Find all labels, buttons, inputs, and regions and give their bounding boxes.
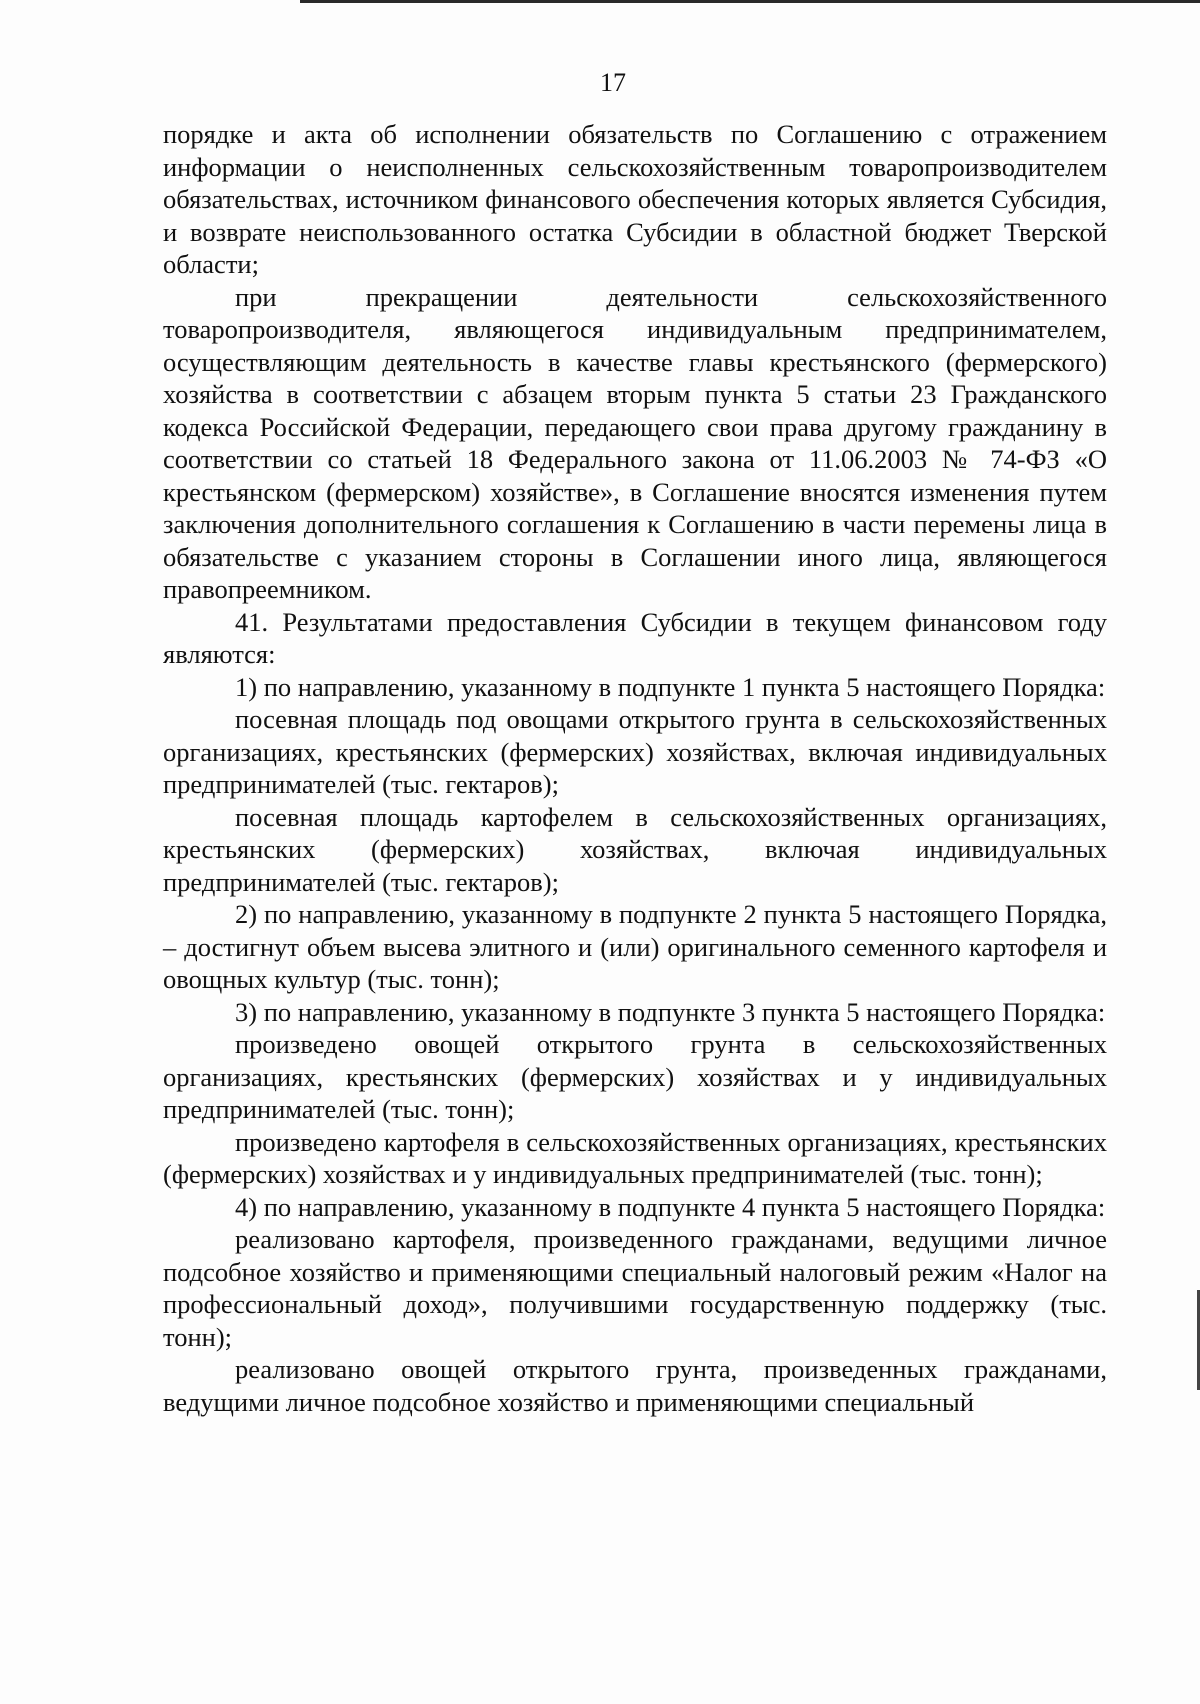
page-number: 17 <box>600 68 626 97</box>
paragraph-clause-41: 41. Результатами предоставления Субсидии в текущем финансовом году являются: <box>163 606 1107 669</box>
paragraph-vegetables-produced: произведено овощей открытого грунта в сельскохозяйственных организациях, крестьянских (фермерских) хозяйствах и у индивидуальных предпринимателей (тыс. тонн); <box>163 1029 1107 1124</box>
scan-edge-top <box>300 0 1200 3</box>
paragraph-item-4: 4) по направлению, указанному в подпункте 4 пункта 5 настоящего Порядка: <box>235 1191 1106 1222</box>
paragraph-potato-sold: реализовано картофеля, произведенного гражданами, ведущими личное подсобное хозяйство и применяющими специальный налоговый режим «Налог на профессиональный доход», получившими государственную поддержку (тыс. тонн); <box>163 1224 1107 1352</box>
paragraph-vegetables-sold: реализовано овощей открытого грунта, произведенных гражданами, ведущими личное подсобное хозяйство и применяющими специальный <box>163 1354 1107 1417</box>
paragraph-potato-area: посевная площадь картофелем в сельскохозяйственных организациях, крестьянских (фермерских) хозяйствах, включая индивидуальных предпринимателей (тыс. гектаров); <box>163 801 1107 897</box>
paragraph-potato-produced: произведено картофеля в сельскохозяйственных организациях, крестьянских (фермерских) хозяйствах и у индивидуальных предпринимателей (тыс. тонн); <box>163 1126 1107 1189</box>
paragraph-item-2: 2) по направлению, указанному в подпункте 2 пункта 5 настоящего Порядка, – достигнут объем высева элитного и (или) оригинального семенного картофеля и овощных культур (тыс. тонн); <box>163 899 1107 994</box>
paragraph-item-3: 3) по направлению, указанному в подпункте 3 пункта 5 настоящего Порядка: <box>235 996 1106 1027</box>
paragraph-continuation: порядке и акта об исполнении обязательств по Соглашению с отражением информации о неисполненных сельскохозяйственным товаропроизводителем обязательствах, источником финансового обеспечения которых является Субсидия, и возврате неиспользованного остатка Субсидии в областной бюджет Тверской области; <box>163 119 1107 279</box>
document-body <box>163 118 1107 1418</box>
paragraph-vegetables-area: посевная площадь под овощами открытого грунта в сельскохозяйственных организациях, крестьянских (фермерских) хозяйствах, включая индивидуальных предпринимателей (тыс. гектаров); <box>163 704 1107 799</box>
paragraph-item-1: 1) по направлению, указанному в подпункте 1 пункта 5 настоящего Порядка: <box>235 671 1106 702</box>
paragraph-succession: при прекращении деятельности сельскохозяйственного товаропроизводителя, являющегося индивидуальным предпринимателем, осуществляющим деятельность в качестве главы крестьянского (фермерского) хозяйства в соответствии с абзацем вторым пункта 5 статьи 23 Гражданского кодекса Российской Федерации, передающего свои права другому гражданину в соответствии со статьей 18 Федерального закона от 11.06.2003 № 74-ФЗ «О крестьянском (фермерском) хозяйстве», в Соглашение вносятся изменения путем заключения дополнительного соглашения к Соглашению в части перемены лица в обязательстве с указанием стороны в Соглашении иного лица, являющегося правопреемником. <box>163 281 1107 604</box>
